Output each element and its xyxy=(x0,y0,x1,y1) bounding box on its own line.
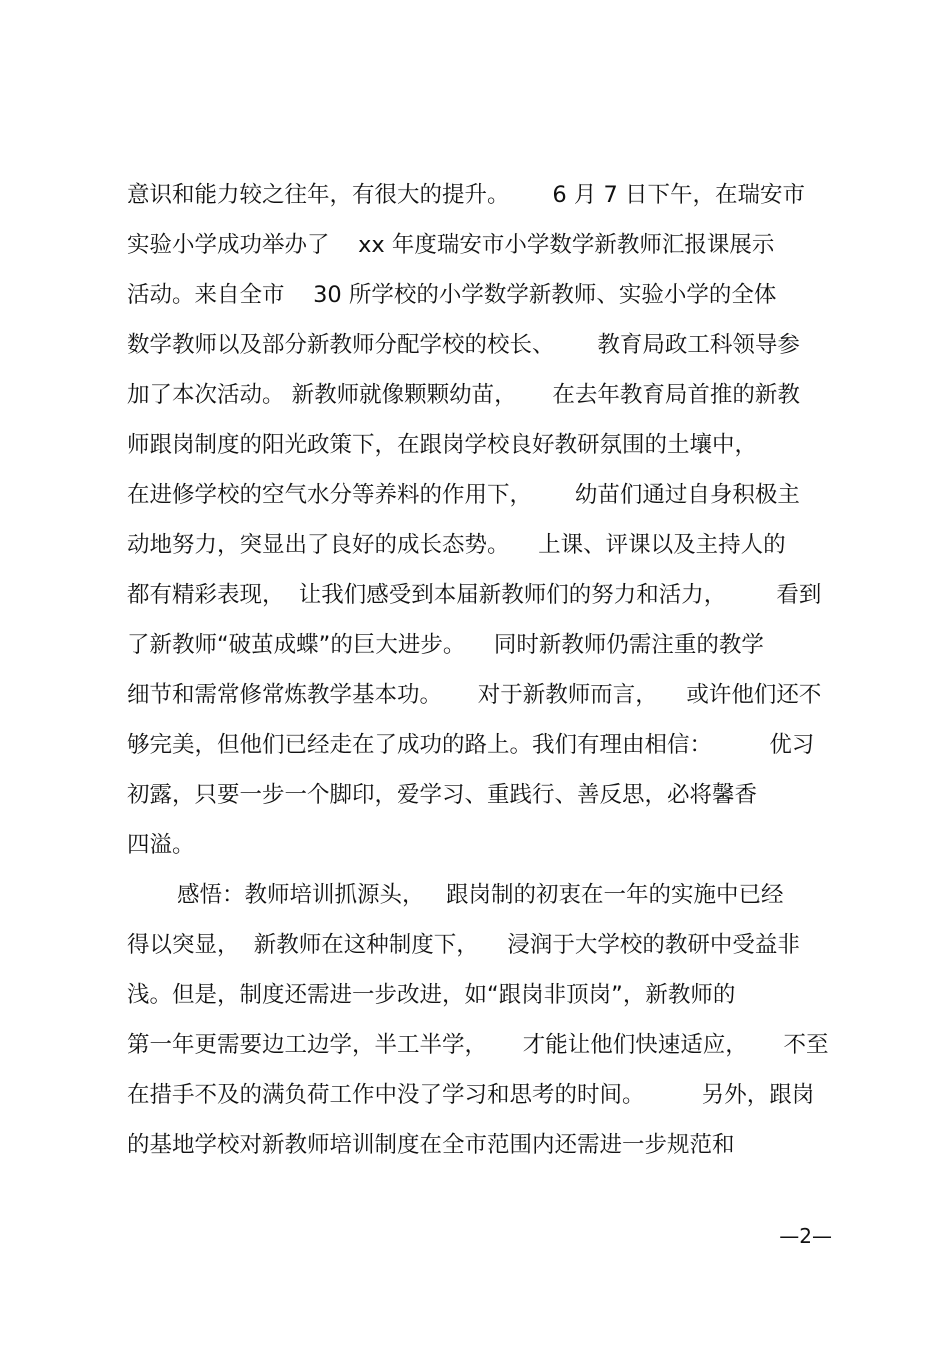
text-line: 在措手不及的满负荷工作中没了学习和思考的时间。 另外，跟岗 xyxy=(127,1082,815,1108)
text-line: 的基地学校对新教师培训制度在全市范围内还需进一步规范和 xyxy=(127,1132,735,1158)
text-line: 得以突显， 新教师在这种制度下， 浸润于大学校的教研中受益非 xyxy=(127,932,800,958)
text-line: 都有精彩表现， 让我们感受到本届新教师们的努力和活力， 看到 xyxy=(127,582,822,608)
text-line: 加了本次活动。 新教师就像颗颗幼苗， 在去年教育局首推的新教 xyxy=(127,382,800,408)
text-line: 四溢。 xyxy=(127,832,195,858)
text-line: 师跟岗制度的阳光政策下，在跟岗学校良好教研氛围的土壤中， xyxy=(127,432,758,458)
text-line: 数学教师以及部分新教师分配学校的校长、 教育局政工科领导参 xyxy=(127,332,800,358)
page-number: —2— xyxy=(779,1224,832,1248)
text-line: 第一年更需要边工边学，半工半学， 才能让他们快速适应， 不至 xyxy=(127,1032,829,1058)
text-line: 在进修学校的空气水分等养料的作用下， 幼苗们通过自身积极主 xyxy=(127,482,800,508)
text-line: 浅。但是，制度还需进一步改进，如“跟岗非顶岗”，新教师的 xyxy=(127,982,736,1008)
text-line: 动地努力，突显出了良好的成长态势。 上课、评课以及主持人的 xyxy=(127,532,786,558)
text-line: 初露，只要一步一个脚印，爱学习、重践行、善反思，必将馨香 xyxy=(127,782,758,808)
text-line: 了新教师“破茧成蝶”的巨大进步。 同时新教师仍需注重的教学 xyxy=(127,632,764,658)
text-line: 实验小学成功举办了 xx 年度瑞安市小学数学新教师汇报课展示 xyxy=(127,232,775,258)
text-line: 感悟：教师培训抓源头， 跟岗制的初衷在一年的实施中已经 xyxy=(177,882,784,908)
text-line: 够完美，但他们已经走在了成功的路上。我们有理由相信： 优习 xyxy=(127,732,815,758)
text-line: 意识和能力较之往年，有很大的提升。 6 月 7 日下午，在瑞安市 xyxy=(127,182,806,208)
text-line: 活动。来自全市 30 所学校的小学数学新教师、实验小学的全体 xyxy=(127,282,777,308)
text-line: 细节和需常修常炼教学基本功。 对于新教师而言， 或许他们还不 xyxy=(127,682,822,708)
